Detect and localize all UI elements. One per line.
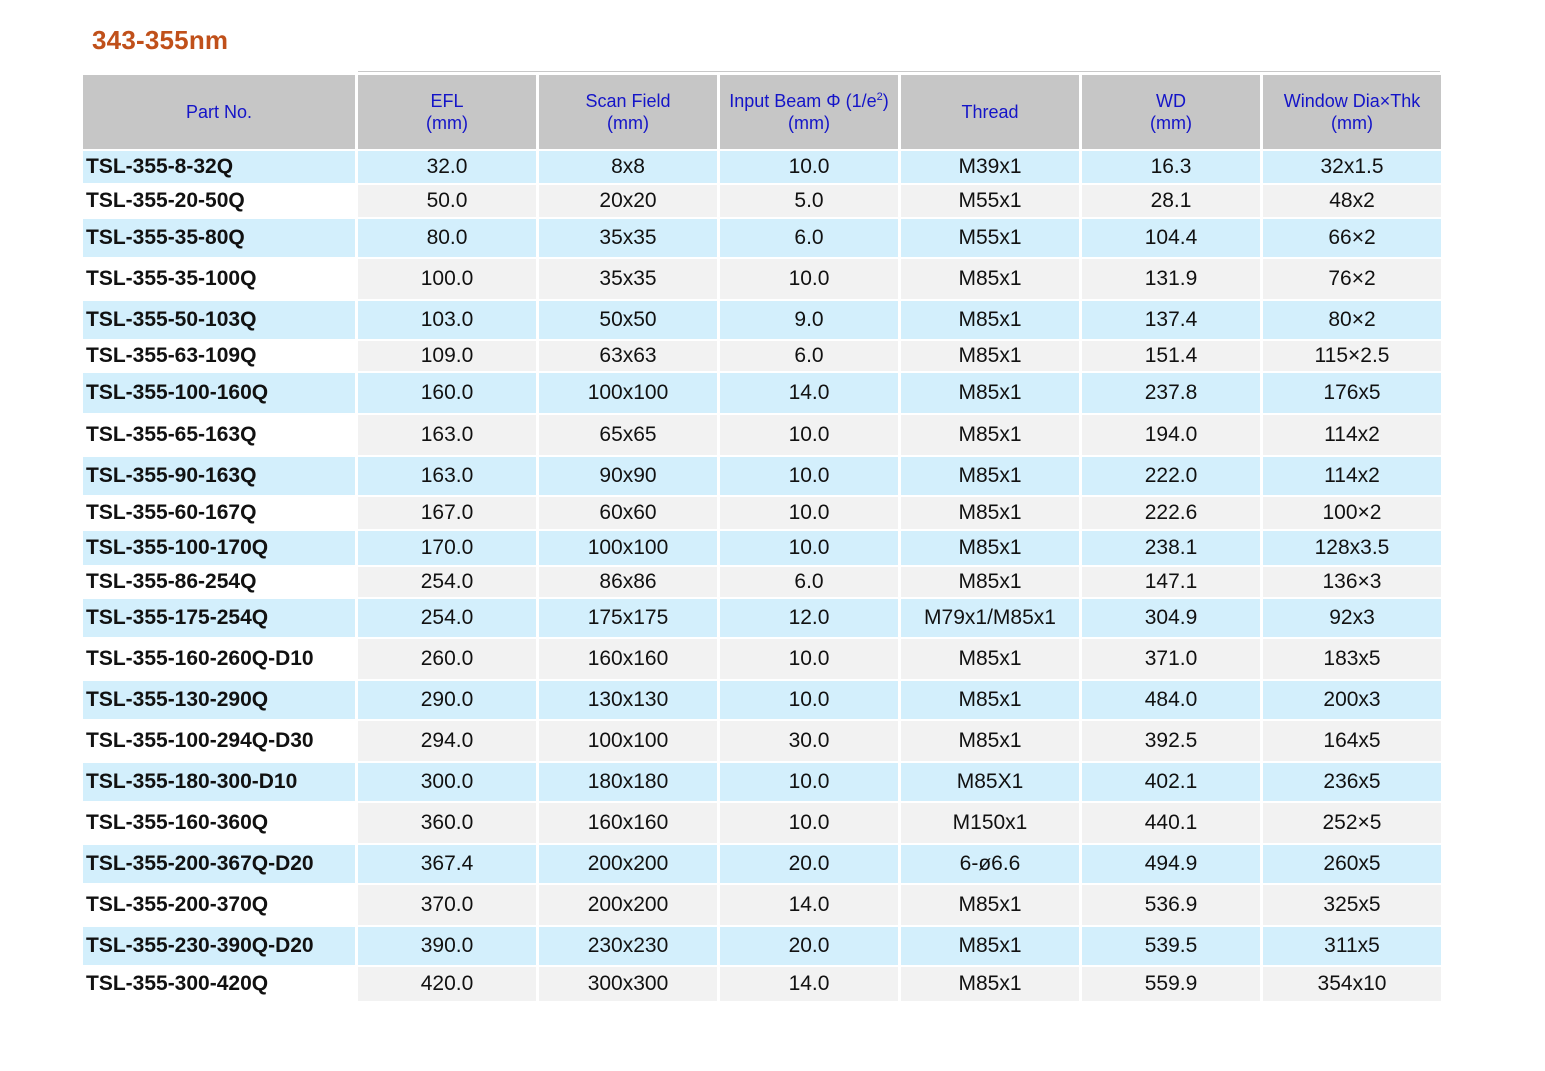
thread-cell: M85x1 bbox=[901, 927, 1079, 965]
efl-cell: 300.0 bbox=[358, 763, 536, 801]
header-top-rule bbox=[358, 71, 1440, 72]
part-no-cell: TSL-355-60-167Q bbox=[83, 497, 355, 529]
part-no-cell: TSL-355-100-294Q-D30 bbox=[83, 721, 355, 761]
part-no-cell: TSL-355-100-170Q bbox=[83, 531, 355, 565]
input-beam-cell: 14.0 bbox=[720, 373, 898, 413]
thread-cell: M150x1 bbox=[901, 803, 1079, 843]
part-no-cell: TSL-355-90-163Q bbox=[83, 457, 355, 495]
thread-cell: M85x1 bbox=[901, 531, 1079, 565]
thread-cell: M85x1 bbox=[901, 721, 1079, 761]
window-cell: 48x2 bbox=[1263, 185, 1441, 217]
efl-cell: 420.0 bbox=[358, 967, 536, 1001]
wd-cell: 304.9 bbox=[1082, 599, 1260, 637]
table-row bbox=[83, 763, 1441, 801]
thread-cell: M85x1 bbox=[901, 457, 1079, 495]
thread-cell: M85x1 bbox=[901, 639, 1079, 679]
table-row bbox=[83, 259, 1441, 299]
table-row bbox=[83, 151, 1441, 183]
part-no-cell: TSL-355-160-360Q bbox=[83, 803, 355, 843]
window-cell: 260x5 bbox=[1263, 845, 1441, 883]
table-row bbox=[83, 341, 1441, 371]
efl-cell: 163.0 bbox=[358, 457, 536, 495]
scan-field-cell: 20x20 bbox=[539, 185, 717, 217]
efl-cell: 260.0 bbox=[358, 639, 536, 679]
wd-cell: 559.9 bbox=[1082, 967, 1260, 1001]
wd-cell: 222.0 bbox=[1082, 457, 1260, 495]
wd-cell: 402.1 bbox=[1082, 763, 1260, 801]
table-row bbox=[83, 531, 1441, 565]
thread-cell: M85x1 bbox=[901, 301, 1079, 339]
wd-cell: 539.5 bbox=[1082, 927, 1260, 965]
table-row bbox=[83, 457, 1441, 495]
wd-cell: 131.9 bbox=[1082, 259, 1260, 299]
window-cell: 325x5 bbox=[1263, 885, 1441, 925]
thread-cell: M55x1 bbox=[901, 185, 1079, 217]
window-cell: 311x5 bbox=[1263, 927, 1441, 965]
scan-field-cell: 200x200 bbox=[539, 885, 717, 925]
window-cell: 183x5 bbox=[1263, 639, 1441, 679]
efl-cell: 290.0 bbox=[358, 681, 536, 719]
scan-field-cell: 86x86 bbox=[539, 567, 717, 597]
window-cell: 114x2 bbox=[1263, 457, 1441, 495]
thread-cell: 6-ø6.6 bbox=[901, 845, 1079, 883]
efl-cell: 32.0 bbox=[358, 151, 536, 183]
wd-cell: 237.8 bbox=[1082, 373, 1260, 413]
thread-cell: M85x1 bbox=[901, 259, 1079, 299]
wd-cell: 440.1 bbox=[1082, 803, 1260, 843]
efl-cell: 367.4 bbox=[358, 845, 536, 883]
window-cell: 252×5 bbox=[1263, 803, 1441, 843]
part-no-cell: TSL-355-300-420Q bbox=[83, 967, 355, 1001]
wd-cell: 28.1 bbox=[1082, 185, 1260, 217]
col-header-part-no: Part No. bbox=[83, 75, 355, 149]
efl-cell: 167.0 bbox=[358, 497, 536, 529]
part-no-cell: TSL-355-63-109Q bbox=[83, 341, 355, 371]
wd-cell: 536.9 bbox=[1082, 885, 1260, 925]
efl-cell: 370.0 bbox=[358, 885, 536, 925]
thread-cell: M85x1 bbox=[901, 341, 1079, 371]
scan-field-cell: 100x100 bbox=[539, 373, 717, 413]
window-cell: 92x3 bbox=[1263, 599, 1441, 637]
part-no-cell: TSL-355-100-160Q bbox=[83, 373, 355, 413]
thread-cell: M85x1 bbox=[901, 373, 1079, 413]
thread-cell: M85x1 bbox=[901, 415, 1079, 455]
scan-field-cell: 175x175 bbox=[539, 599, 717, 637]
input-beam-cell: 14.0 bbox=[720, 885, 898, 925]
table-row bbox=[83, 373, 1441, 413]
wd-cell: 371.0 bbox=[1082, 639, 1260, 679]
input-beam-cell: 5.0 bbox=[720, 185, 898, 217]
part-no-cell: TSL-355-20-50Q bbox=[83, 185, 355, 217]
efl-cell: 294.0 bbox=[358, 721, 536, 761]
scan-field-cell: 300x300 bbox=[539, 967, 717, 1001]
thread-cell: M39x1 bbox=[901, 151, 1079, 183]
input-beam-cell: 14.0 bbox=[720, 967, 898, 1001]
part-no-cell: TSL-355-180-300-D10 bbox=[83, 763, 355, 801]
input-beam-cell: 6.0 bbox=[720, 567, 898, 597]
part-no-cell: TSL-355-8-32Q bbox=[83, 151, 355, 183]
input-beam-cell: 20.0 bbox=[720, 845, 898, 883]
scan-field-cell: 35x35 bbox=[539, 259, 717, 299]
wd-cell: 494.9 bbox=[1082, 845, 1260, 883]
window-cell: 176x5 bbox=[1263, 373, 1441, 413]
wd-cell: 222.6 bbox=[1082, 497, 1260, 529]
thread-cell: M85x1 bbox=[901, 681, 1079, 719]
efl-cell: 50.0 bbox=[358, 185, 536, 217]
input-beam-cell: 10.0 bbox=[720, 151, 898, 183]
part-no-cell: TSL-355-50-103Q bbox=[83, 301, 355, 339]
table-row bbox=[83, 599, 1441, 637]
table-row bbox=[83, 301, 1441, 339]
wd-cell: 16.3 bbox=[1082, 151, 1260, 183]
window-cell: 32x1.5 bbox=[1263, 151, 1441, 183]
input-beam-cell: 10.0 bbox=[720, 763, 898, 801]
table-row bbox=[83, 721, 1441, 761]
window-cell: 115×2.5 bbox=[1263, 341, 1441, 371]
part-no-cell: TSL-355-35-100Q bbox=[83, 259, 355, 299]
wd-cell: 104.4 bbox=[1082, 219, 1260, 257]
table-row bbox=[83, 845, 1441, 883]
page-title: 343-355nm bbox=[92, 25, 229, 55]
input-beam-cell: 10.0 bbox=[720, 681, 898, 719]
part-no-cell: TSL-355-35-80Q bbox=[83, 219, 355, 257]
thread-cell: M85x1 bbox=[901, 967, 1079, 1001]
input-beam-cell: 6.0 bbox=[720, 341, 898, 371]
efl-cell: 390.0 bbox=[358, 927, 536, 965]
scan-field-cell: 8x8 bbox=[539, 151, 717, 183]
table-row bbox=[83, 219, 1441, 257]
scan-field-cell: 230x230 bbox=[539, 927, 717, 965]
window-cell: 66×2 bbox=[1263, 219, 1441, 257]
scan-field-cell: 60x60 bbox=[539, 497, 717, 529]
scan-field-cell: 200x200 bbox=[539, 845, 717, 883]
part-no-cell: TSL-355-200-370Q bbox=[83, 885, 355, 925]
efl-cell: 254.0 bbox=[358, 567, 536, 597]
col-header-window: Window Dia×Thk (mm) bbox=[1263, 75, 1441, 149]
scan-field-cell: 160x160 bbox=[539, 639, 717, 679]
efl-cell: 254.0 bbox=[358, 599, 536, 637]
efl-cell: 103.0 bbox=[358, 301, 536, 339]
window-cell: 164x5 bbox=[1263, 721, 1441, 761]
window-cell: 76×2 bbox=[1263, 259, 1441, 299]
window-cell: 236x5 bbox=[1263, 763, 1441, 801]
scan-field-cell: 160x160 bbox=[539, 803, 717, 843]
window-cell: 136×3 bbox=[1263, 567, 1441, 597]
efl-cell: 100.0 bbox=[358, 259, 536, 299]
table-row bbox=[83, 967, 1441, 1001]
part-no-cell: TSL-355-130-290Q bbox=[83, 681, 355, 719]
thread-cell: M55x1 bbox=[901, 219, 1079, 257]
efl-cell: 170.0 bbox=[358, 531, 536, 565]
header-row bbox=[83, 75, 1441, 149]
window-cell: 80×2 bbox=[1263, 301, 1441, 339]
window-cell: 200x3 bbox=[1263, 681, 1441, 719]
input-beam-cell: 10.0 bbox=[720, 531, 898, 565]
thread-cell: M85x1 bbox=[901, 497, 1079, 529]
table-row bbox=[83, 681, 1441, 719]
scan-field-cell: 50x50 bbox=[539, 301, 717, 339]
wd-cell: 238.1 bbox=[1082, 531, 1260, 565]
table-row bbox=[83, 497, 1441, 529]
table-row bbox=[83, 927, 1441, 965]
input-beam-cell: 10.0 bbox=[720, 259, 898, 299]
scan-field-cell: 100x100 bbox=[539, 531, 717, 565]
scan-field-cell: 65x65 bbox=[539, 415, 717, 455]
table-row bbox=[83, 639, 1441, 679]
table-row bbox=[83, 885, 1441, 925]
scan-field-cell: 100x100 bbox=[539, 721, 717, 761]
part-no-cell: TSL-355-160-260Q-D10 bbox=[83, 639, 355, 679]
window-cell: 114x2 bbox=[1263, 415, 1441, 455]
part-no-cell: TSL-355-230-390Q-D20 bbox=[83, 927, 355, 965]
efl-cell: 160.0 bbox=[358, 373, 536, 413]
thread-cell: M79x1/M85x1 bbox=[901, 599, 1079, 637]
col-header-thread: Thread bbox=[901, 75, 1079, 149]
thread-cell: M85x1 bbox=[901, 885, 1079, 925]
input-beam-cell: 30.0 bbox=[720, 721, 898, 761]
window-cell: 354x10 bbox=[1263, 967, 1441, 1001]
wd-cell: 194.0 bbox=[1082, 415, 1260, 455]
wd-cell: 147.1 bbox=[1082, 567, 1260, 597]
wd-cell: 392.5 bbox=[1082, 721, 1260, 761]
wd-cell: 484.0 bbox=[1082, 681, 1260, 719]
efl-cell: 163.0 bbox=[358, 415, 536, 455]
thread-cell: M85X1 bbox=[901, 763, 1079, 801]
input-beam-cell: 10.0 bbox=[720, 497, 898, 529]
efl-cell: 80.0 bbox=[358, 219, 536, 257]
table-row bbox=[83, 185, 1441, 217]
input-beam-cell: 10.0 bbox=[720, 639, 898, 679]
table-row bbox=[83, 803, 1441, 843]
table-row bbox=[83, 567, 1441, 597]
part-no-cell: TSL-355-65-163Q bbox=[83, 415, 355, 455]
part-no-cell: TSL-355-200-367Q-D20 bbox=[83, 845, 355, 883]
table-row bbox=[83, 415, 1441, 455]
scan-field-cell: 35x35 bbox=[539, 219, 717, 257]
scan-field-cell: 63x63 bbox=[539, 341, 717, 371]
input-beam-cell: 9.0 bbox=[720, 301, 898, 339]
col-header-wd: WD (mm) bbox=[1082, 75, 1260, 149]
part-no-cell: TSL-355-86-254Q bbox=[83, 567, 355, 597]
scan-field-cell: 90x90 bbox=[539, 457, 717, 495]
scan-field-cell: 130x130 bbox=[539, 681, 717, 719]
input-beam-cell: 10.0 bbox=[720, 803, 898, 843]
efl-cell: 360.0 bbox=[358, 803, 536, 843]
wd-cell: 151.4 bbox=[1082, 341, 1260, 371]
efl-cell: 109.0 bbox=[358, 341, 536, 371]
col-header-scan-field: Scan Field (mm) bbox=[539, 75, 717, 149]
part-no-cell: TSL-355-175-254Q bbox=[83, 599, 355, 637]
spec-table-body bbox=[83, 151, 1441, 1001]
wd-cell: 137.4 bbox=[1082, 301, 1260, 339]
input-beam-cell: 10.0 bbox=[720, 415, 898, 455]
input-beam-cell: 12.0 bbox=[720, 599, 898, 637]
col-header-efl: EFL (mm) bbox=[358, 75, 536, 149]
window-cell: 128x3.5 bbox=[1263, 531, 1441, 565]
window-cell: 100×2 bbox=[1263, 497, 1441, 529]
spec-table bbox=[80, 73, 1444, 1003]
input-beam-cell: 6.0 bbox=[720, 219, 898, 257]
col-header-input-beam: Input Beam Φ $(1/e^2)$ (mm) bbox=[720, 75, 898, 149]
scan-field-cell: 180x180 bbox=[539, 763, 717, 801]
input-beam-cell: 20.0 bbox=[720, 927, 898, 965]
thread-cell: M85x1 bbox=[901, 567, 1079, 597]
input-beam-cell: 10.0 bbox=[720, 457, 898, 495]
